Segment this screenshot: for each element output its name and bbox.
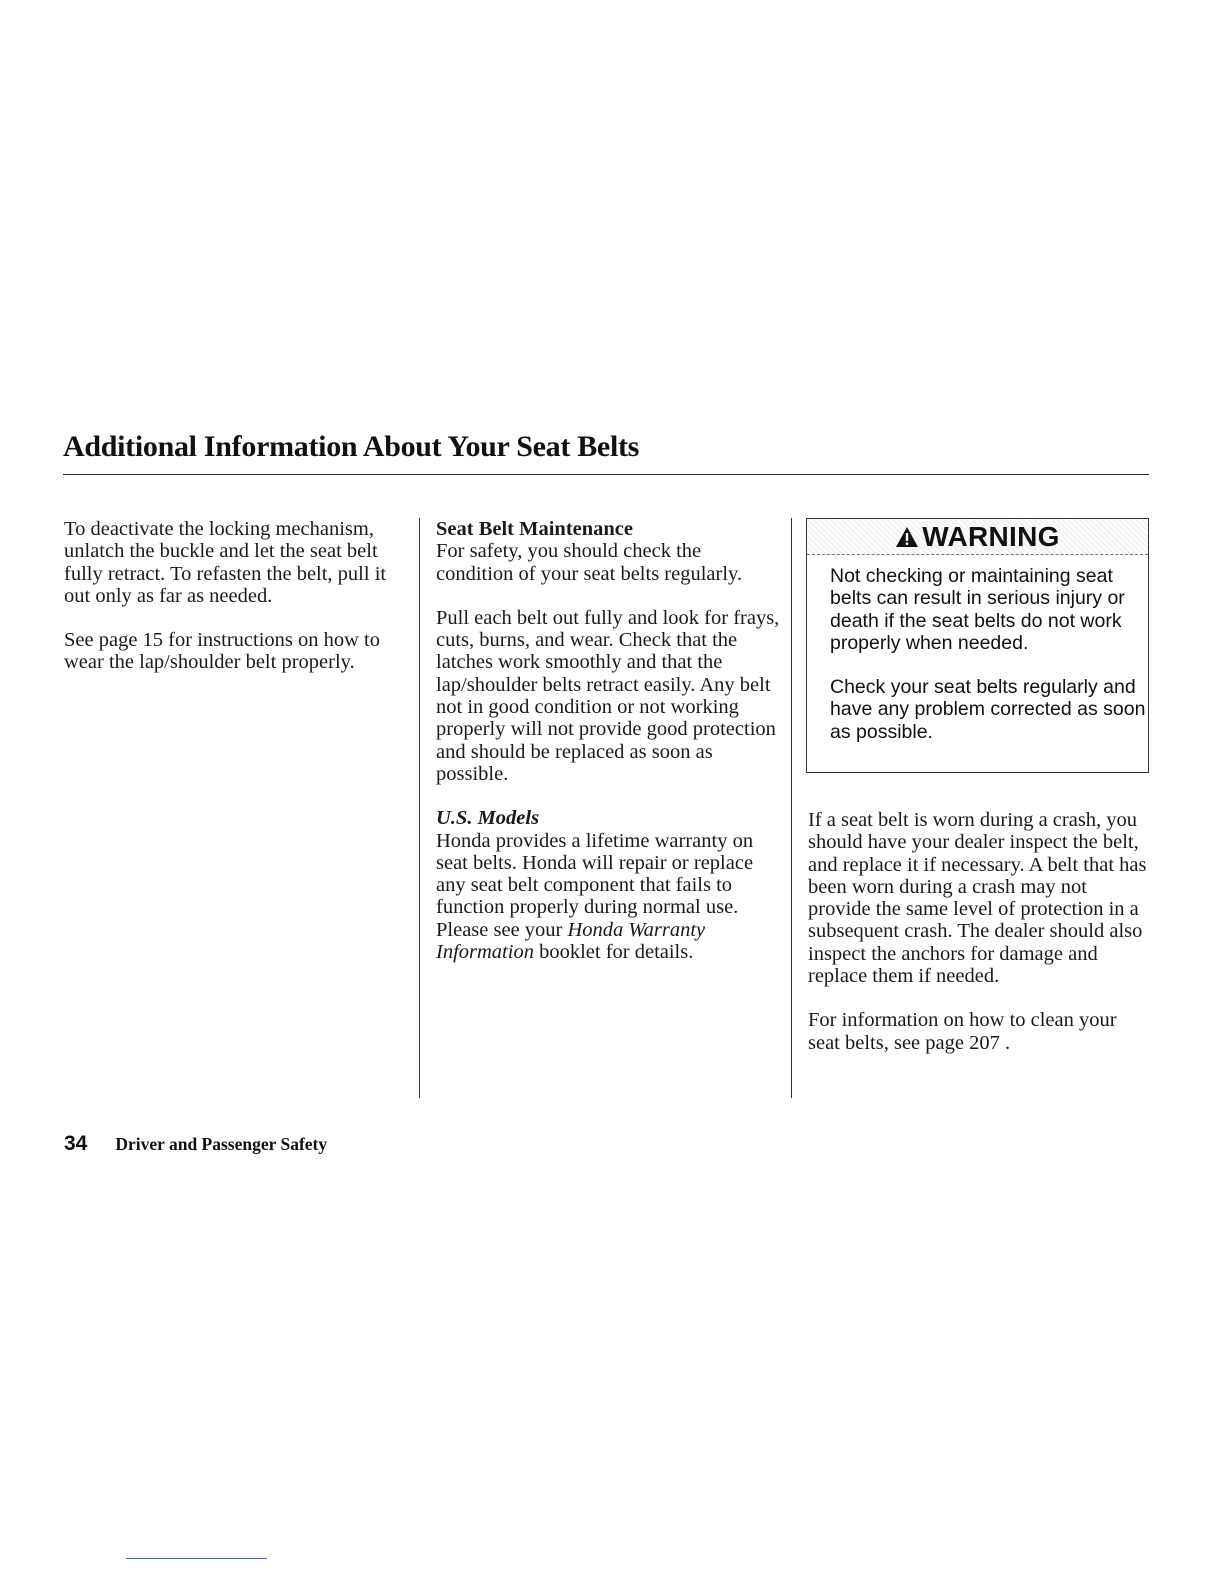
bottom-rule — [126, 1558, 267, 1559]
maintenance-heading: Seat Belt Maintenance — [436, 518, 633, 540]
column-left — [64, 518, 404, 696]
column-divider-2 — [791, 518, 792, 1098]
warning-body — [807, 555, 1148, 743]
column-middle — [436, 518, 781, 985]
warranty-text-before: Honda provides a lifetime warranty on seat belts. Honda will repair or replace any seat belt component that fails to function properly during normal use. Please see your — [436, 829, 754, 941]
paragraph-locking: To deactivate the locking mechanism, unlatch the buckle and let the seat belt fully retract. To refasten the belt, pull it out only as far as needed. — [64, 518, 387, 607]
page-title: Additional Information About Your Seat Belts — [63, 430, 640, 463]
paragraph-see-page: See page 15 for instructions on how to wear the lap/shoulder belt properly. — [64, 629, 380, 674]
column-right — [808, 809, 1153, 1076]
maintenance-body: Pull each belt out fully and look for frays, cuts, burns, and wear. Check that the latches work smoothly and that the lap/shoulder belts retract easily. Any belt not in good condition or not working properly will not provide good protection and should be replaced as soon as possible. — [436, 606, 780, 785]
us-models-heading: U.S. Models — [436, 807, 540, 830]
warning-paragraph-2: Check your seat belts regularly and have any problem corrected as soon as possible. — [830, 676, 1146, 743]
warning-triangle-icon — [895, 526, 919, 548]
page-number: 34 — [64, 1132, 88, 1155]
paragraph-crash-inspection: If a seat belt is worn during a crash, you should have your dealer inspect the belt, and replace it if necessary. A belt that has been worn during a crash may not provide the same level of protection in a subsequent crash. The dealer should also inspect the anchors for damage and replace them if needed. — [808, 809, 1147, 988]
column-divider-1 — [419, 518, 420, 1098]
paragraph-cleaning-reference: For information on how to clean your seat belts, see page 207 . — [808, 1009, 1117, 1054]
warranty-text-after: booklet for details. — [533, 941, 694, 964]
warning-box — [806, 518, 1149, 773]
title-rule — [63, 474, 1149, 475]
warning-paragraph-1: Not checking or maintaining seat belts can result in serious injury or death if the seat belts do not work properly when needed. — [830, 565, 1125, 654]
warranty-booklet-title: Honda Warranty Information — [436, 918, 706, 964]
maintenance-intro: For safety, you should check the condition of your seat belts regularly. — [436, 540, 743, 585]
section-name: Driver and Passenger Safety — [115, 1134, 328, 1154]
warning-title: WARNING — [922, 520, 1060, 552]
warning-header — [807, 519, 1148, 555]
page-footer — [64, 1132, 327, 1156]
maintenance-section — [436, 518, 781, 585]
us-models-section — [436, 807, 781, 963]
